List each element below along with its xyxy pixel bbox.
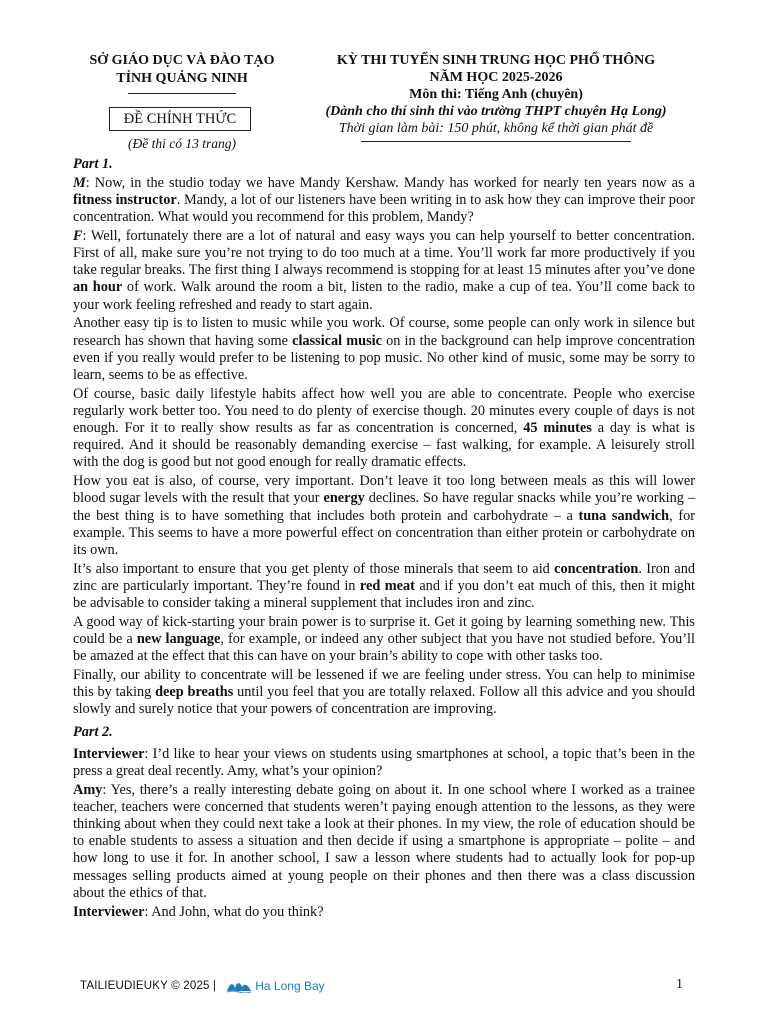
exam-header-divider — [361, 141, 631, 142]
speaker-interviewer-label: Interviewer — [73, 745, 145, 762]
part-2-heading: Part 2. — [73, 723, 113, 740]
exam-target: (Dành cho thí sinh thi vào trường THPT chuyên Hạ Long) — [325, 104, 667, 119]
page-footer — [80, 979, 325, 993]
exam-year: NĂM HỌC 2025-2026 — [429, 70, 563, 85]
answer-keyword: energy — [323, 490, 365, 507]
transcript-body — [73, 156, 695, 922]
paragraph-exercise: Of course, basic daily lifestyle habits affect how well you are able to concentrate. People who exercise regularly work better too. You need to do plenty of exercise though. 20 minutes every couple of days is not enough. For it to really show results as far as concentration is concerned, 45 minutes a day is what is required. And it should be reasonably demanding exercise – fast walking, for example. A leisurely stroll with the dog is good but not good enough for really dramatic effects. — [73, 385, 695, 471]
speaker-interviewer-label: Interviewer — [73, 903, 145, 920]
answer-keyword: classical music — [292, 332, 382, 349]
answer-keyword: fitness instructor — [73, 191, 177, 208]
answer-keyword: deep breaths — [155, 684, 234, 701]
paragraph-brain: A good way of kick-starting your brain power is to surprise it. Get it going by learning something new. This could be a new language, for example, or indeed any other subject that you have not studied before. You’ll be amazed at the effect that this can have on your brain’s ability to cope with other tasks too. — [73, 613, 696, 665]
paragraph-interviewer-2: Interviewer: And John, what do you think? — [73, 903, 324, 920]
paragraph-minerals: It’s also important to ensure that you get plenty of those minerals that seem to aid concentration. Iron and zinc are particularly important. They’re found in red meat and if you don’t eat much of this, then it might be advisable to consider taking a mineral supplement that includes iron and zinc. — [73, 560, 696, 612]
answer-keyword: 45 minutes — [523, 420, 592, 437]
speaker-amy-label: Amy — [73, 781, 103, 798]
ha-long-bay-logo — [226, 979, 324, 993]
exam-time: Thời gian làm bài: 150 phút, không kể thời gian phát đề — [338, 121, 654, 136]
answer-keyword: new language — [136, 630, 221, 647]
footer-logo-text: Ha Long Bay — [255, 979, 325, 993]
paragraph-m: M: Now, in the studio today we have Mandy Kershaw. Mandy has worked for nearly ten years now as a fitness instructor. Mandy, a lot of our listeners have been writing in to ask how they can improve their poor concentration. What would you recommend for this problem, Mandy? — [73, 174, 696, 226]
speaker-m-label: M — [73, 174, 86, 191]
paragraph-interviewer-1: Interviewer: I’d like to hear your views on students using smartphones at school, a topic that’s been in the press a great deal recently. Amy, what’s your opinion? — [73, 745, 695, 779]
footer-brand: TAILIEUDIEUKY © 2025 | — [80, 980, 217, 992]
header-divider — [128, 93, 236, 94]
answer-keyword: an hour — [73, 279, 123, 296]
department-header — [72, 52, 292, 94]
part-1-heading: Part 1. — [73, 156, 113, 172]
exam-subject: Môn thi: Tiếng Anh (chuyên) — [409, 87, 583, 102]
exam-header — [296, 52, 696, 142]
paragraph-f: F: Well, fortunately there are a lot of natural and easy ways you can help yourself to better concentration. First of all, make sure you’re not trying to do too much at a time. You’ll work far more productively if you take regular breaks. The first thing I always recommend is stopping for at least 15 minutes after you’ve done an hour of work. Walk around the room a bit, listen to the radio, make a cup of tea. You’ll come back to your work feeling refreshed and ready to start again. — [73, 227, 695, 313]
answer-keyword: concentration — [554, 560, 639, 577]
paragraph-eating: How you eat is also, of course, very important. Don’t leave it too long between meals as this will lower blood sugar levels with the result that your energy declines. So have regular snacks while you’re working – the best thing is to have something that includes both protein and carbohydrate – a tuna sandwich, for example. This seems to have a more powerful effect on concentration than either protein or carbohydrate on its own. — [73, 473, 695, 558]
paragraph-stress: Finally, our ability to concentrate will be lessened if we are feeling under stress. You can help to minimise this by taking deep breaths until you feel that you are totally relaxed. Follow all this advice and you should slowly and surely notice that your powers of concentration are improving. — [73, 666, 695, 718]
exam-title: KỲ THI TUYỂN SINH TRUNG HỌC PHỔ THÔNG — [336, 53, 656, 68]
paragraph-amy: Amy: Yes, there’s a really interesting debate going on about it. In one school where I worked as a trainee teacher, teachers were concerned that students weren’t paying enough attention to the lessons, as they were thinking about when they could next take a look at their phones. In my view, the role of education should be to enable students to assess a situation and then decide if using a smartphone is appropriate – polite – and how long to use it for. In another school, I saw a lesson where students had to actually look for pop-up messages selling products aimed at young people on their phones and then there was a class discussion about the ethics of that. — [73, 781, 695, 901]
page-number: 1 — [676, 977, 683, 992]
answer-keyword: red meat — [359, 577, 415, 594]
speaker-f-label: F — [73, 227, 83, 244]
answer-keyword: tuna sandwich — [578, 507, 670, 524]
department-line-2: TỈNH QUẢNG NINH — [116, 71, 248, 86]
paragraph-music: Another easy tip is to listen to music while you work. Of course, some people can only work in silence but research has shown that having some classical music on in the background can help improve concentration even if you really would prefer to be listening to pop music. No other kind of music, some may be sorry to learn, seems to be as effective. — [73, 315, 696, 383]
islands-icon — [226, 979, 252, 993]
department-line-1: SỞ GIÁO DỤC VÀ ĐÀO TẠO — [89, 53, 275, 68]
official-exam-box: ĐỀ CHÍNH THỨC — [109, 107, 251, 131]
page-count-note: (Đề thi có 13 trang) — [128, 136, 236, 151]
